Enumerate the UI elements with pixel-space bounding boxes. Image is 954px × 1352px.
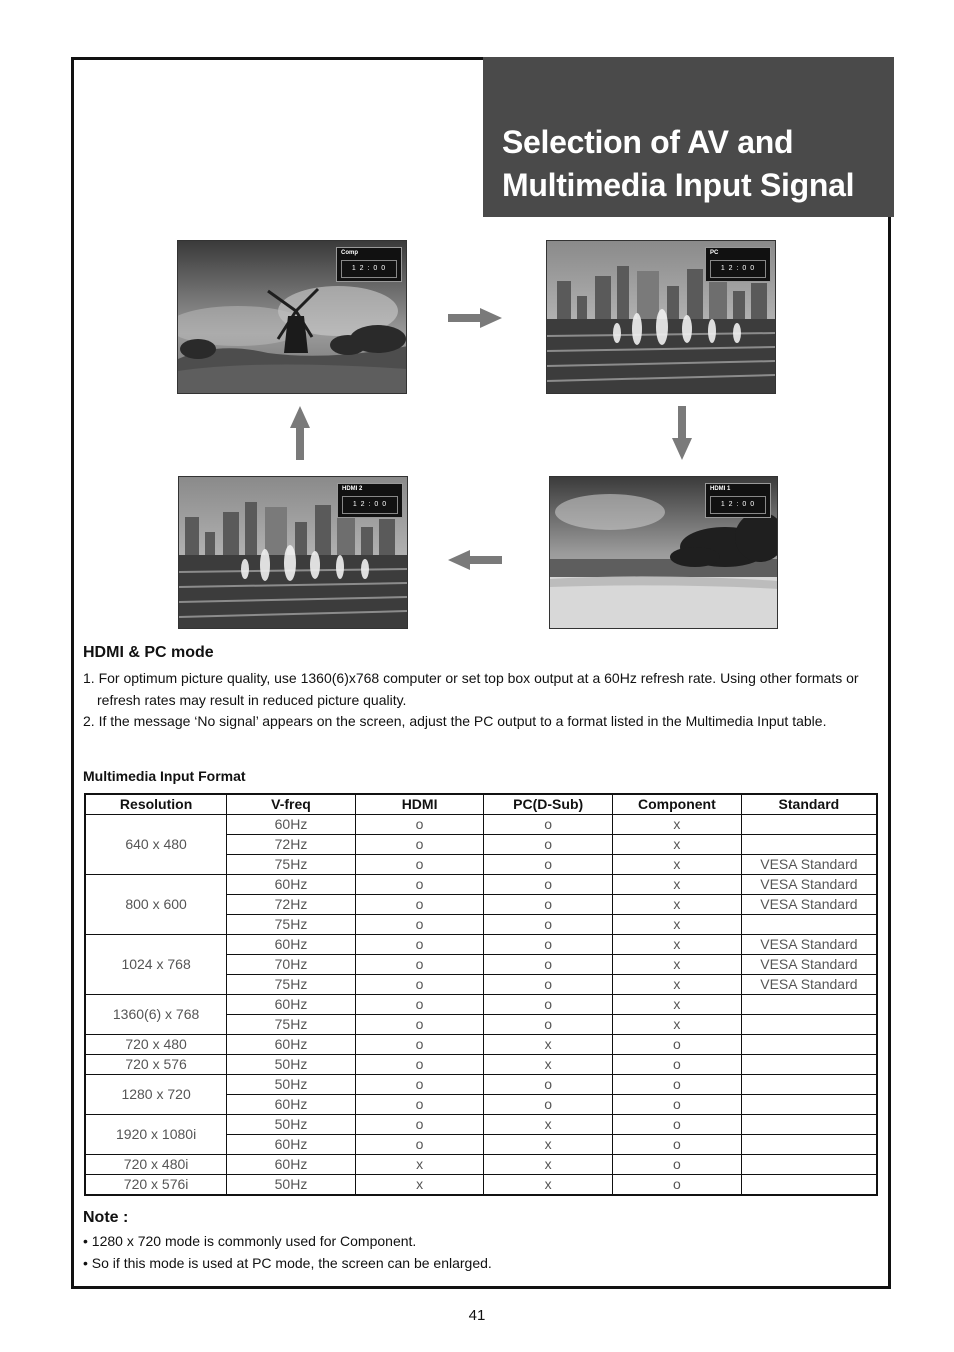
table-row [85,1055,877,1075]
cell-pc-dsub: o [484,995,613,1015]
cell-hdmi: x [355,1155,484,1175]
cell-component: o [612,1175,741,1196]
cell-resolution: 640 x 480 [85,815,227,875]
cell-hdmi: o [355,1115,484,1135]
cell-pc-dsub: x [484,1035,613,1055]
osd-source-label: Comp [341,250,358,256]
cell-component: x [612,975,741,995]
cell-standard: VESA Standard [741,855,877,875]
cell-hdmi: o [355,1035,484,1055]
cell-standard: VESA Standard [741,895,877,915]
table-row [85,1175,877,1196]
cell-component: x [612,815,741,835]
cell-vfreq: 50Hz [227,1055,356,1075]
cell-vfreq: 72Hz [227,835,356,855]
cell-standard: VESA Standard [741,955,877,975]
table-row [85,815,877,835]
osd-clock: 1 2 : 0 0 [342,496,398,514]
cell-pc-dsub: o [484,935,613,955]
cell-component: o [612,1055,741,1075]
note-item: • 1280 x 720 mode is commonly used for Component. [83,1233,417,1249]
cell-standard [741,1135,877,1155]
osd-source-label: PC [710,250,719,256]
cell-standard [741,915,877,935]
note-title: Note : [83,1209,129,1226]
cell-vfreq: 75Hz [227,855,356,875]
cell-component: x [612,915,741,935]
cell-vfreq: 60Hz [227,1095,356,1115]
table-row [85,1115,877,1135]
table-row [85,1155,877,1175]
cell-hdmi: o [355,935,484,955]
cell-component: x [612,935,741,955]
cell-vfreq: 60Hz [227,1135,356,1155]
cell-hdmi: o [355,1095,484,1115]
cell-hdmi: o [355,1015,484,1035]
cell-pc-dsub: o [484,835,613,855]
osd-panel [705,247,771,282]
table-header-row [85,794,877,815]
cell-resolution: 720 x 576i [85,1175,227,1196]
cell-resolution: 1920 x 1080i [85,1115,227,1155]
page-number: 41 [468,1307,486,1324]
cell-hdmi: o [355,1135,484,1155]
table-row [85,875,877,895]
cell-standard [741,995,877,1015]
cell-vfreq: 70Hz [227,955,356,975]
title-line-1: Selection of AV and [502,124,794,160]
cell-pc-dsub: o [484,1075,613,1095]
cell-component: x [612,895,741,915]
cell-hdmi: o [355,915,484,935]
cell-standard [741,1035,877,1055]
cell-pc-dsub: o [484,875,613,895]
cell-standard [741,1115,877,1135]
cell-pc-dsub: x [484,1175,613,1196]
cell-resolution: 1280 x 720 [85,1075,227,1115]
osd-clock: 1 2 : 0 0 [710,260,766,278]
cell-standard: VESA Standard [741,875,877,895]
cell-standard [741,835,877,855]
cell-resolution: 1024 x 768 [85,935,227,995]
cell-standard [741,1175,877,1196]
table-body [85,815,877,1196]
screen-comp [177,240,407,394]
cell-hdmi: o [355,855,484,875]
cell-resolution: 720 x 480i [85,1155,227,1175]
cell-component: o [612,1035,741,1055]
cell-vfreq: 60Hz [227,995,356,1015]
header-component: Component [612,794,741,815]
table-title: Multimedia Input Format [83,768,246,784]
header-resolution: Resolution [85,794,227,815]
cell-resolution: 720 x 576 [85,1055,227,1075]
cell-component: o [612,1115,741,1135]
osd-clock: 1 2 : 0 0 [341,260,397,278]
cell-pc-dsub: o [484,955,613,975]
cell-component: x [612,855,741,875]
header-hdmi: HDMI [355,794,484,815]
cell-standard [741,1155,877,1175]
cell-resolution: 720 x 480 [85,1035,227,1055]
table-row [85,995,877,1015]
note-item: • So if this mode is used at PC mode, the screen can be enlarged. [83,1255,492,1271]
cell-component: o [612,1155,741,1175]
cell-vfreq: 75Hz [227,915,356,935]
cell-pc-dsub: o [484,1095,613,1115]
cell-vfreq: 50Hz [227,1175,356,1196]
osd-panel [337,483,403,518]
osd-source-label: HDMI 1 [710,486,731,492]
cell-pc-dsub: x [484,1055,613,1075]
instruction-item: 1. For optimum picture quality, use 1360(6)x768 computer or set top box output at a 60Hz refresh rate. Using other formats or refresh rates may result in reduced picture quality. [83,670,859,708]
osd-source-label: HDMI 2 [342,486,363,492]
cell-pc-dsub: x [484,1135,613,1155]
page-title [502,121,876,207]
cell-component: x [612,995,741,1015]
table-row [85,1075,877,1095]
cell-vfreq: 75Hz [227,1015,356,1035]
instructions-list [83,668,883,733]
cell-component: o [612,1135,741,1155]
cell-standard [741,1055,877,1075]
cell-hdmi: o [355,895,484,915]
table-row [85,1035,877,1055]
cell-vfreq: 60Hz [227,875,356,895]
screen-hdmi1 [549,476,778,629]
cell-hdmi: o [355,875,484,895]
cell-component: x [612,955,741,975]
cell-hdmi: o [355,975,484,995]
cell-hdmi: o [355,955,484,975]
cell-hdmi: o [355,815,484,835]
cell-pc-dsub: o [484,915,613,935]
cell-component: o [612,1095,741,1115]
cell-pc-dsub: o [484,815,613,835]
note-list [83,1230,492,1274]
cell-vfreq: 75Hz [227,975,356,995]
cell-standard [741,1075,877,1095]
cell-standard: VESA Standard [741,935,877,955]
cell-pc-dsub: o [484,1015,613,1035]
section-title: HDMI & PC mode [83,644,214,661]
cell-component: x [612,835,741,855]
cell-vfreq: 60Hz [227,935,356,955]
header-pc-dsub: PC(D-Sub) [484,794,613,815]
cell-resolution: 1360(6) x 768 [85,995,227,1035]
cell-pc-dsub: x [484,1115,613,1135]
cell-pc-dsub: o [484,895,613,915]
cell-vfreq: 60Hz [227,815,356,835]
cell-hdmi: o [355,995,484,1015]
cell-pc-dsub: o [484,855,613,875]
osd-panel [705,483,771,518]
screen-pc [546,240,776,394]
cell-standard [741,1015,877,1035]
title-line-2: Multimedia Input Signal [502,167,855,203]
header-vfreq: V-freq [227,794,356,815]
cell-hdmi: o [355,835,484,855]
cell-standard [741,1095,877,1115]
arrow-up-icon [288,404,312,462]
osd-panel [336,247,402,282]
instruction-item: 2. If the message ‘No signal’ appears on the screen, adjust the PC output to a format listed in the Multimedia Input table. [83,713,827,729]
cell-standard [741,815,877,835]
cell-component: o [612,1075,741,1095]
cell-standard: VESA Standard [741,975,877,995]
cell-vfreq: 72Hz [227,895,356,915]
osd-clock: 1 2 : 0 0 [710,496,766,514]
cell-hdmi: o [355,1055,484,1075]
cell-pc-dsub: o [484,975,613,995]
cell-component: x [612,1015,741,1035]
screen-hdmi2 [178,476,408,629]
title-box [483,57,894,217]
arrow-right-icon [446,306,504,330]
table-row [85,935,877,955]
cell-vfreq: 60Hz [227,1035,356,1055]
header-standard: Standard [741,794,877,815]
cell-hdmi: o [355,1075,484,1095]
cell-vfreq: 60Hz [227,1155,356,1175]
multimedia-input-table [84,793,878,1196]
cell-resolution: 800 x 600 [85,875,227,935]
cell-vfreq: 50Hz [227,1075,356,1095]
cell-component: x [612,875,741,895]
cell-vfreq: 50Hz [227,1115,356,1135]
arrow-left-icon [446,548,504,572]
cell-hdmi: x [355,1175,484,1196]
cell-pc-dsub: x [484,1155,613,1175]
arrow-down-icon [670,404,694,462]
